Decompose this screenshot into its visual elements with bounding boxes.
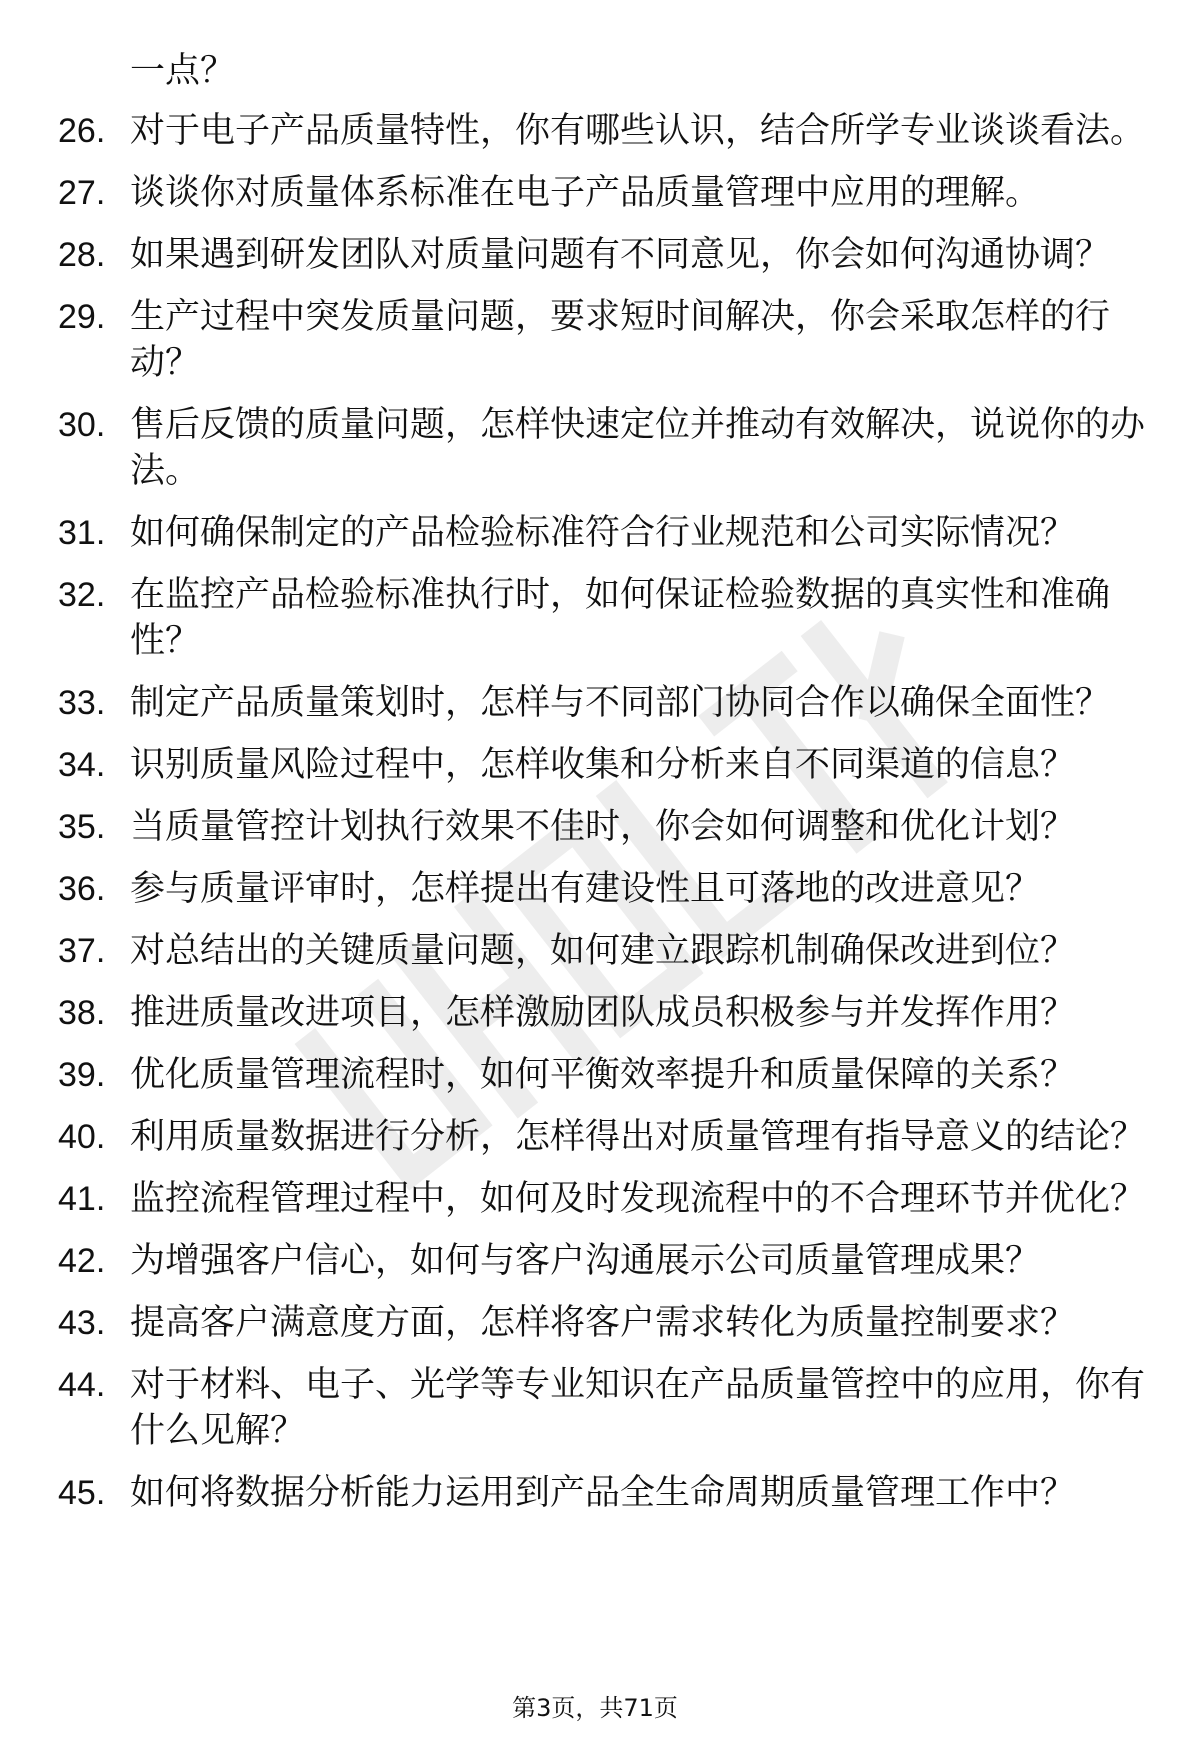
- question-number: 41.: [58, 1180, 106, 1218]
- list-item: [58, 928, 1148, 974]
- list-item: [58, 294, 1148, 386]
- question-number: 40.: [58, 1118, 106, 1156]
- question-number: 31.: [58, 514, 106, 552]
- question-text: 制定产品质量策划时，怎样与不同部门协同合作以确保全面性？: [130, 683, 1111, 723]
- question-number: 34.: [58, 746, 106, 784]
- question-number: 35.: [58, 808, 106, 846]
- question-text: 对于电子产品质量特性，你有哪些认识，结合所学专业谈谈看法。: [130, 111, 1146, 151]
- list-item: [58, 1470, 1148, 1516]
- question-text: 在监控产品检验标准执行时，如何保证检验数据的真实性和准确性？: [130, 575, 1111, 661]
- question-number: 32.: [58, 576, 106, 614]
- question-text: 利用质量数据进行分析，怎样得出对质量管理有指导意义的结论？: [130, 1117, 1146, 1157]
- list-item: [58, 108, 1148, 154]
- page-footer: 第3页，共71页: [512, 1694, 678, 1722]
- question-text: 参与质量评审时，怎样提出有建设性且可落地的改进意见？: [130, 869, 1041, 909]
- list-item: [58, 742, 1148, 788]
- question-text: 如何确保制定的产品检验标准符合行业规范和公司实际情况？: [130, 513, 1076, 553]
- list-item: [58, 1300, 1148, 1346]
- question-number: 27.: [58, 174, 106, 212]
- question-text: 对于材料、电子、光学等专业知识在产品质量管控中的应用，你有什么见解？: [130, 1365, 1146, 1451]
- list-item: [58, 866, 1148, 912]
- list-item: [58, 572, 1148, 664]
- list-item: [58, 1176, 1148, 1222]
- list-item: [58, 990, 1148, 1036]
- question-text: 识别质量风险过程中，怎样收集和分析来自不同渠道的信息？: [130, 745, 1076, 785]
- question-text: 提高客户满意度方面，怎样将客户需求转化为质量控制要求？: [130, 1303, 1076, 1343]
- list-item: [58, 510, 1148, 556]
- question-text: 一点？: [130, 51, 236, 91]
- question-text: 售后反馈的质量问题，怎样快速定位并推动有效解决，说说你的办法。: [130, 405, 1146, 491]
- question-number: 29.: [58, 298, 106, 336]
- question-number: 43.: [58, 1304, 106, 1342]
- question-number: 38.: [58, 994, 106, 1032]
- question-text: 优化质量管理流程时，如何平衡效率提升和质量保障的关系？: [130, 1055, 1076, 1095]
- question-text: 监控流程管理过程中，如何及时发现流程中的不合理环节并优化？: [130, 1179, 1146, 1219]
- question-number: 39.: [58, 1056, 106, 1094]
- list-item-continuation: [58, 48, 1148, 94]
- list-item: [58, 680, 1148, 726]
- list-item: [58, 804, 1148, 850]
- question-text: 如何将数据分析能力运用到产品全生命周期质量管理工作中？: [130, 1473, 1076, 1513]
- question-text: 当质量管控计划执行效果不佳时，你会如何调整和优化计划？: [130, 807, 1076, 847]
- list-item: [58, 1362, 1148, 1454]
- question-number: 37.: [58, 932, 106, 970]
- question-text: 为增强客户信心，如何与客户沟通展示公司质量管理成果？: [130, 1241, 1041, 1281]
- question-number: 28.: [58, 236, 106, 274]
- list-item: [58, 1052, 1148, 1098]
- question-text: 谈谈你对质量体系标准在电子产品质量管理中应用的理解。: [130, 173, 1041, 213]
- question-text: 推进质量改进项目，怎样激励团队成员积极参与并发挥作用？: [130, 993, 1076, 1033]
- question-number: 45.: [58, 1474, 106, 1512]
- list-item: [58, 1114, 1148, 1160]
- question-number: 44.: [58, 1366, 106, 1404]
- list-item: [58, 232, 1148, 278]
- question-number: 33.: [58, 684, 106, 722]
- question-number: 36.: [58, 870, 106, 908]
- list-item: [58, 170, 1148, 216]
- question-number: 42.: [58, 1242, 106, 1280]
- list-item: [58, 1238, 1148, 1284]
- question-text: 对总结出的关键质量问题，如何建立跟踪机制确保改进到位？: [130, 931, 1076, 971]
- question-list: [58, 48, 1148, 1532]
- question-number: 30.: [58, 406, 106, 444]
- question-text: 如果遇到研发团队对质量问题有不同意见，你会如何沟通协调？: [130, 235, 1111, 275]
- question-text: 生产过程中突发质量问题，要求短时间解决，你会采取怎样的行动？: [130, 297, 1111, 383]
- list-item: [58, 402, 1148, 494]
- question-number: 26.: [58, 112, 106, 150]
